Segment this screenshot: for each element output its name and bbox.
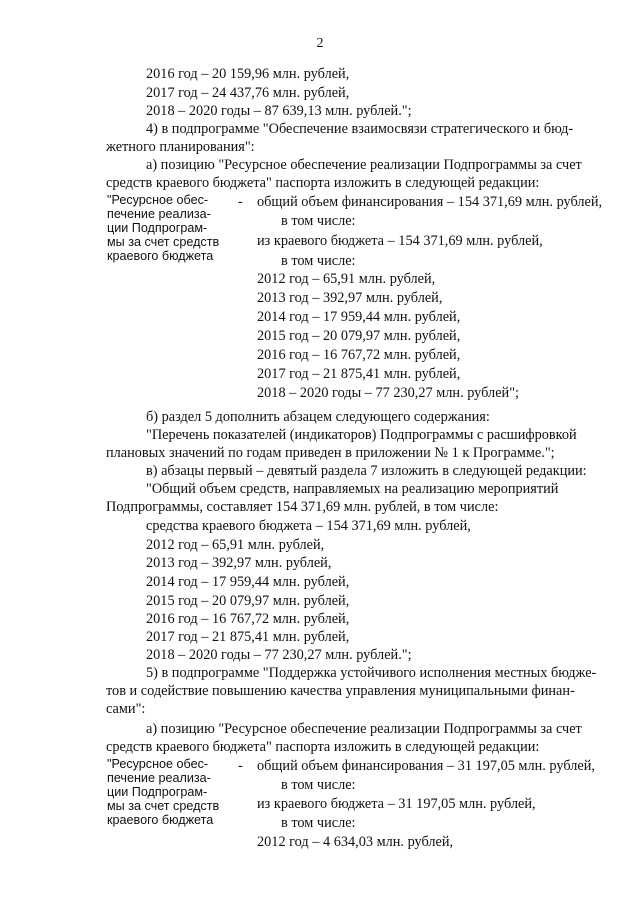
text-line: средств краевого бюджета" паспорта изложить в следующей редакции:	[106, 739, 540, 755]
table1-line: в том числе:	[281, 253, 356, 269]
table1-label-line: мы за счет средств	[107, 235, 220, 249]
text-line: 4) в подпрограмме "Обеспечение взаимосвязи стратегического и бюд-	[146, 121, 574, 137]
text-line: 2015 год – 20 079,97 млн. рублей,	[146, 593, 350, 609]
text-line: Подпрограммы, составляет 154 371,69 млн. рублей, в том числе:	[106, 499, 499, 515]
table1-label-line: ции Подпрограм-	[107, 221, 208, 235]
table1-line: общий объем финансирования – 154 371,69 млн. рублей,	[257, 194, 603, 210]
text-line: 5) в подпрограмме "Поддержка устойчивого исполнения местных бюдже-	[146, 665, 597, 681]
text-line: 2014 год – 17 959,44 млн. рублей,	[146, 574, 350, 590]
table1-line: из краевого бюджета – 154 371,69 млн. рублей,	[257, 233, 543, 249]
text-line: средств краевого бюджета" паспорта изложить в следующей редакции:	[106, 175, 540, 191]
table1-dash: -	[238, 194, 243, 210]
table2-line: 2012 год – 4 634,03 млн. рублей,	[257, 834, 454, 850]
text-line: "Перечень показателей (индикаторов) Подпрограммы с расшифровкой	[146, 427, 577, 443]
table2-dash: -	[238, 758, 243, 774]
text-line: жетного планирования":	[106, 139, 255, 155]
text-line: 2013 год – 392,97 млн. рублей,	[146, 555, 332, 571]
table1-line: 2014 год – 17 959,44 млн. рублей,	[257, 309, 461, 325]
text-line: 2017 год – 24 437,76 млн. рублей,	[146, 85, 350, 101]
text-line: 2016 год – 20 159,96 млн. рублей,	[146, 66, 350, 82]
text-line: в) абзацы первый – девятый раздела 7 изложить в следующей редакции:	[146, 463, 587, 479]
text-line: 2012 год – 65,91 млн. рублей,	[146, 537, 325, 553]
table1-line: 2018 – 2020 годы – 77 230,27 млн. рублей";	[257, 385, 519, 401]
text-line: б) раздел 5 дополнить абзацем следующего содержания:	[146, 409, 490, 425]
table1-line: 2016 год – 16 767,72 млн. рублей,	[257, 347, 461, 363]
text-line: а) позицию "Ресурсное обеспечение реализации Подпрограммы за счет	[146, 157, 582, 173]
text-line: плановых значений по годам приведен в приложении № 1 к Программе.";	[106, 445, 555, 461]
table2-label-line: мы за счет средств	[107, 799, 220, 813]
table2-line: из краевого бюджета – 31 197,05 млн. рублей,	[257, 796, 536, 812]
table2-label-line: ции Подпрограм-	[107, 785, 208, 799]
table1-label-line: "Ресурсное обес-	[107, 193, 209, 207]
table1-line: 2012 год – 65,91 млн. рублей,	[257, 271, 436, 287]
table1-line: 2017 год – 21 875,41 млн. рублей,	[257, 366, 461, 382]
table2-label-line: печение реализа-	[107, 771, 211, 785]
table1-line: 2013 год – 392,97 млн. рублей,	[257, 290, 443, 306]
page-number: 2	[316, 36, 324, 51]
text-line: сами":	[106, 701, 146, 717]
text-line: 2017 год – 21 875,41 млн. рублей,	[146, 629, 350, 645]
table1-line: в том числе:	[281, 213, 356, 229]
text-line: 2016 год – 16 767,72 млн. рублей,	[146, 611, 350, 627]
table2-line: в том числе:	[281, 777, 356, 793]
table1-label-line: краевого бюджета	[107, 249, 214, 263]
table2-line: в том числе:	[281, 815, 356, 831]
table2-label-line: краевого бюджета	[107, 813, 214, 827]
table1-label-line: печение реализа-	[107, 207, 211, 221]
text-line: 2018 – 2020 годы – 87 639,13 млн. рублей.";	[146, 103, 412, 119]
text-line: а) позицию "Ресурсное обеспечение реализации Подпрограммы за счет	[146, 721, 582, 737]
text-line: "Общий объем средств, направляемых на реализацию мероприятий	[146, 481, 559, 497]
text-line: тов и содействие повышению качества управления муниципальными финан-	[106, 683, 575, 699]
table2-label-line: "Ресурсное обес-	[107, 757, 209, 771]
text-line: 2018 – 2020 годы – 77 230,27 млн. рублей.";	[146, 647, 412, 663]
table1-line: 2015 год – 20 079,97 млн. рублей,	[257, 328, 461, 344]
text-line: средства краевого бюджета – 154 371,69 млн. рублей,	[146, 518, 471, 534]
table2-line: общий объем финансирования – 31 197,05 млн. рублей,	[257, 758, 595, 774]
